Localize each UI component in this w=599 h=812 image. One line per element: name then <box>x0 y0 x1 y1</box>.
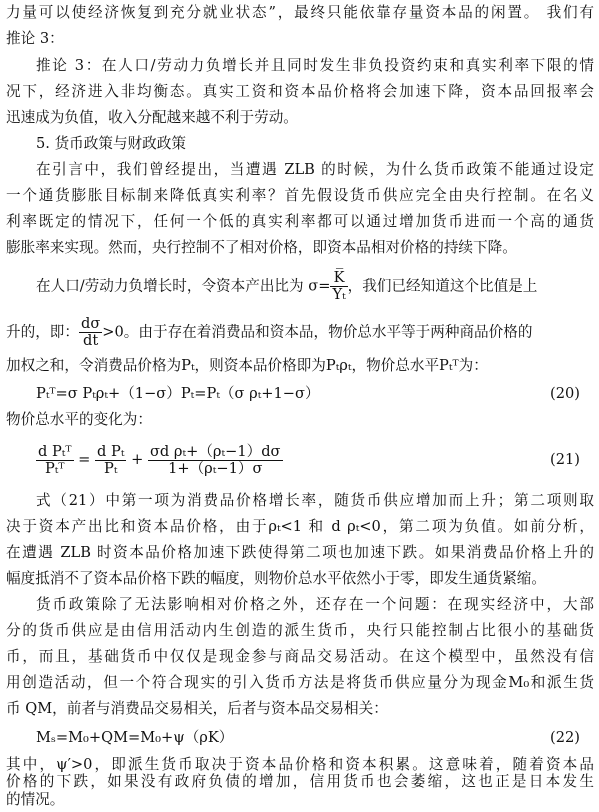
text-line: 幅度抵消不了资本品价格下跌的幅度，则物价总水平依然小于零，即发生通货紧缩。 <box>6 570 546 587</box>
fraction-numerator: d Pₜᵀ <box>38 442 72 460</box>
text-line: 物价总水平的变化为： <box>6 411 152 428</box>
equation-number: (21) <box>550 451 580 468</box>
text-line: 况下，经济进入非均衡态。真实工资和资本品价格将会加速下降，资本品回报率会 <box>6 83 594 100</box>
fraction <box>95 444 126 477</box>
text-line: 式（21）中第一项为消费品价格增长率，随货币供应增加而上升；第二项则取 <box>36 492 594 509</box>
fraction <box>36 444 74 477</box>
fraction <box>148 444 283 477</box>
text-line: 膨胀率来实现。然而，央行控制不了相对价格，即资本品相对价格的持续下降。 <box>6 239 517 256</box>
text-line-with-fraction <box>6 316 594 349</box>
text-line: 决于资本产出比和资本品价格，由于ρₜ<1 和 d ρₜ<0，第二项为负值。如前分析， <box>6 518 594 535</box>
equation-body: Pₜᵀ=σ Pₜρₜ+（1−σ）Pₜ=Pₜ（σ ρₜ+1−σ） <box>36 385 320 402</box>
text-line: 币 QM，前者与消费品交易相关，后者与资本品交易相关： <box>6 700 388 717</box>
text-line: 利率既定的情况下，任何一个低的真实利率都可以通过增加货币进而一个高的通货 <box>6 213 594 230</box>
fraction-numerator: d Pₜ <box>97 442 125 460</box>
fraction <box>79 316 102 349</box>
text-line: 用创造活动，但一个符合现实的引入货币方法是将货币供应量分为现金M₀和派生货 <box>6 674 594 691</box>
fraction-denominator: dt <box>83 332 99 349</box>
equation-number: (22) <box>550 729 580 746</box>
fraction-denominator: Pₜᵀ <box>44 459 65 477</box>
text-line: 分的货币供应是由信用活动内生创造的派生货币，央行只能控制占比很小的基础货 <box>6 622 594 639</box>
plus-sign: + <box>131 451 144 468</box>
text-line: 力量可以使经济恢复到充分就业状态”，最终只能依靠存量资本品的闲置。 我们有 <box>6 4 594 21</box>
text-segment: 升的，即： <box>6 323 79 341</box>
equation-body: Mₛ=M₀+QM=M₀+ψ（ρK） <box>36 729 234 746</box>
text-line: 在引言中，我们曾经提出，当遭遇 ZLB 的时候，为什么货币政策不能通过设定 <box>36 161 594 178</box>
text-segment: 在人口/劳动力负增长时，令资本产出比为 σ= <box>36 277 331 295</box>
text-line: 价格的下跌，如果没有政府负债的增加，信用货币也会萎缩，这也正是日本发生 <box>6 773 594 790</box>
text-line: 在遭遇 ZLB 时资本品价格加速下跌使得第二项也加速下跌。如果消费品价格上升的 <box>6 544 594 561</box>
equation-22 <box>36 728 594 748</box>
equation-number: (20) <box>550 385 580 402</box>
text-segment: >0。由于存在着消费品和资本品，物价总水平等于两种商品价格的 <box>102 323 533 341</box>
text-line: 其中，ψ′>0，即派生货币取决于资本品价格和资本积累。这意味着，随着资本品 <box>6 756 594 773</box>
text-line: 货币政策除了无法影响相对价格之外，还存在一个问题：在现实经济中，大部 <box>36 596 594 613</box>
text-line: 推论 3：在人口/劳动力负增长并且同时发生非负投资约束和真实利率下限的情 <box>36 57 594 74</box>
fraction-numerator: K̅ <box>330 270 347 287</box>
equals-sign: = <box>78 451 91 468</box>
text-line: 的情况。 <box>6 791 65 808</box>
equation-21 <box>36 440 594 480</box>
text-line: 迅速成为负值，收入分配越来越不利于劳动。 <box>6 109 298 126</box>
text-line: 推论 3： <box>6 30 64 47</box>
equation-20 <box>36 384 594 404</box>
text-line: 加权之和，令消费品价格为Pₜ，则资本品价格即为Pₜρₜ，物价总水平Pₜᵀ为： <box>6 357 488 374</box>
text-line: 一个通货膨胀目标制来降低真实利率？首先假设货币供应完全由央行控制。在名义 <box>6 187 594 204</box>
text-line-with-fraction <box>36 270 594 303</box>
fraction-numerator: dσ <box>80 315 101 332</box>
fraction-numerator: σd ρₜ+（ρₜ−1）dσ <box>149 442 281 460</box>
fraction-denominator: Pₜ <box>104 459 118 477</box>
fraction-denominator: 1+（ρₜ−1）σ <box>168 459 263 477</box>
text-segment: ，我们已经知道这个比值是上 <box>347 277 538 295</box>
fraction <box>330 270 347 303</box>
section-heading: 5. 货币政策与财政政策 <box>36 135 186 152</box>
text-line: 币，而且，基础货币中仅仅是现金参与商品交易活动。在这个模型中，虽然没有信 <box>6 648 594 665</box>
fraction-denominator: Yₜ <box>332 286 346 303</box>
